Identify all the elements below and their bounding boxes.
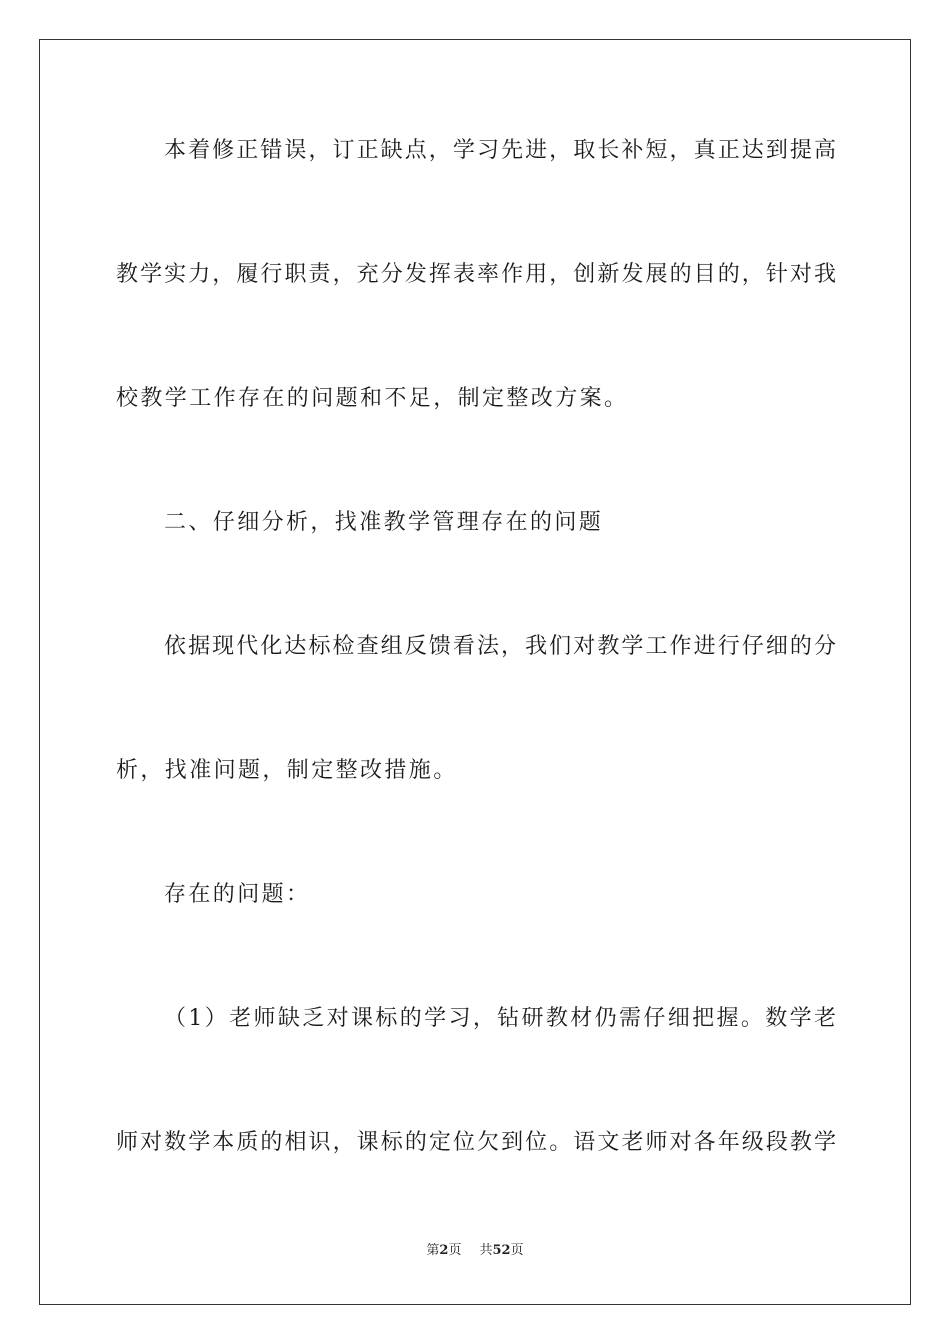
page-border: [39, 39, 911, 1305]
page-footer: [0, 1242, 950, 1260]
body-line-3: 校教学工作存在的问题和不足，制定整改方案。: [116, 386, 629, 411]
body-line-7: 存在的问题：: [164, 882, 311, 907]
section-heading: 二、仔细分析，找准教学管理存在的问题: [164, 510, 604, 535]
total-suffix: 页: [510, 1243, 524, 1258]
body-line-2: 教学实力，履行职责，充分发挥表率作用，创新发展的目的，针对我: [116, 262, 836, 287]
body-line-9: 师对数学本质的相识，课标的定位欠到位。语文老师对各年级段教学: [116, 1130, 836, 1155]
body-line-5: 依据现代化达标检查组反馈看法，我们对教学工作进行仔细的分: [164, 634, 836, 659]
body-line-1: 本着修正错误，订正缺点，学习先进，取长补短，真正达到提高: [164, 138, 836, 163]
page-prefix: 第: [426, 1243, 440, 1258]
body-line-8: （1）老师缺乏对课标的学习，钻研教材仍需仔细把握。数学老: [164, 1006, 836, 1031]
total-prefix: 共: [479, 1243, 493, 1258]
page-suffix: 页: [448, 1243, 462, 1258]
body-line-6: 析，找准问题，制定整改措施。: [116, 758, 458, 783]
page-number: 2: [439, 1243, 449, 1258]
total-pages: 52: [492, 1243, 511, 1258]
